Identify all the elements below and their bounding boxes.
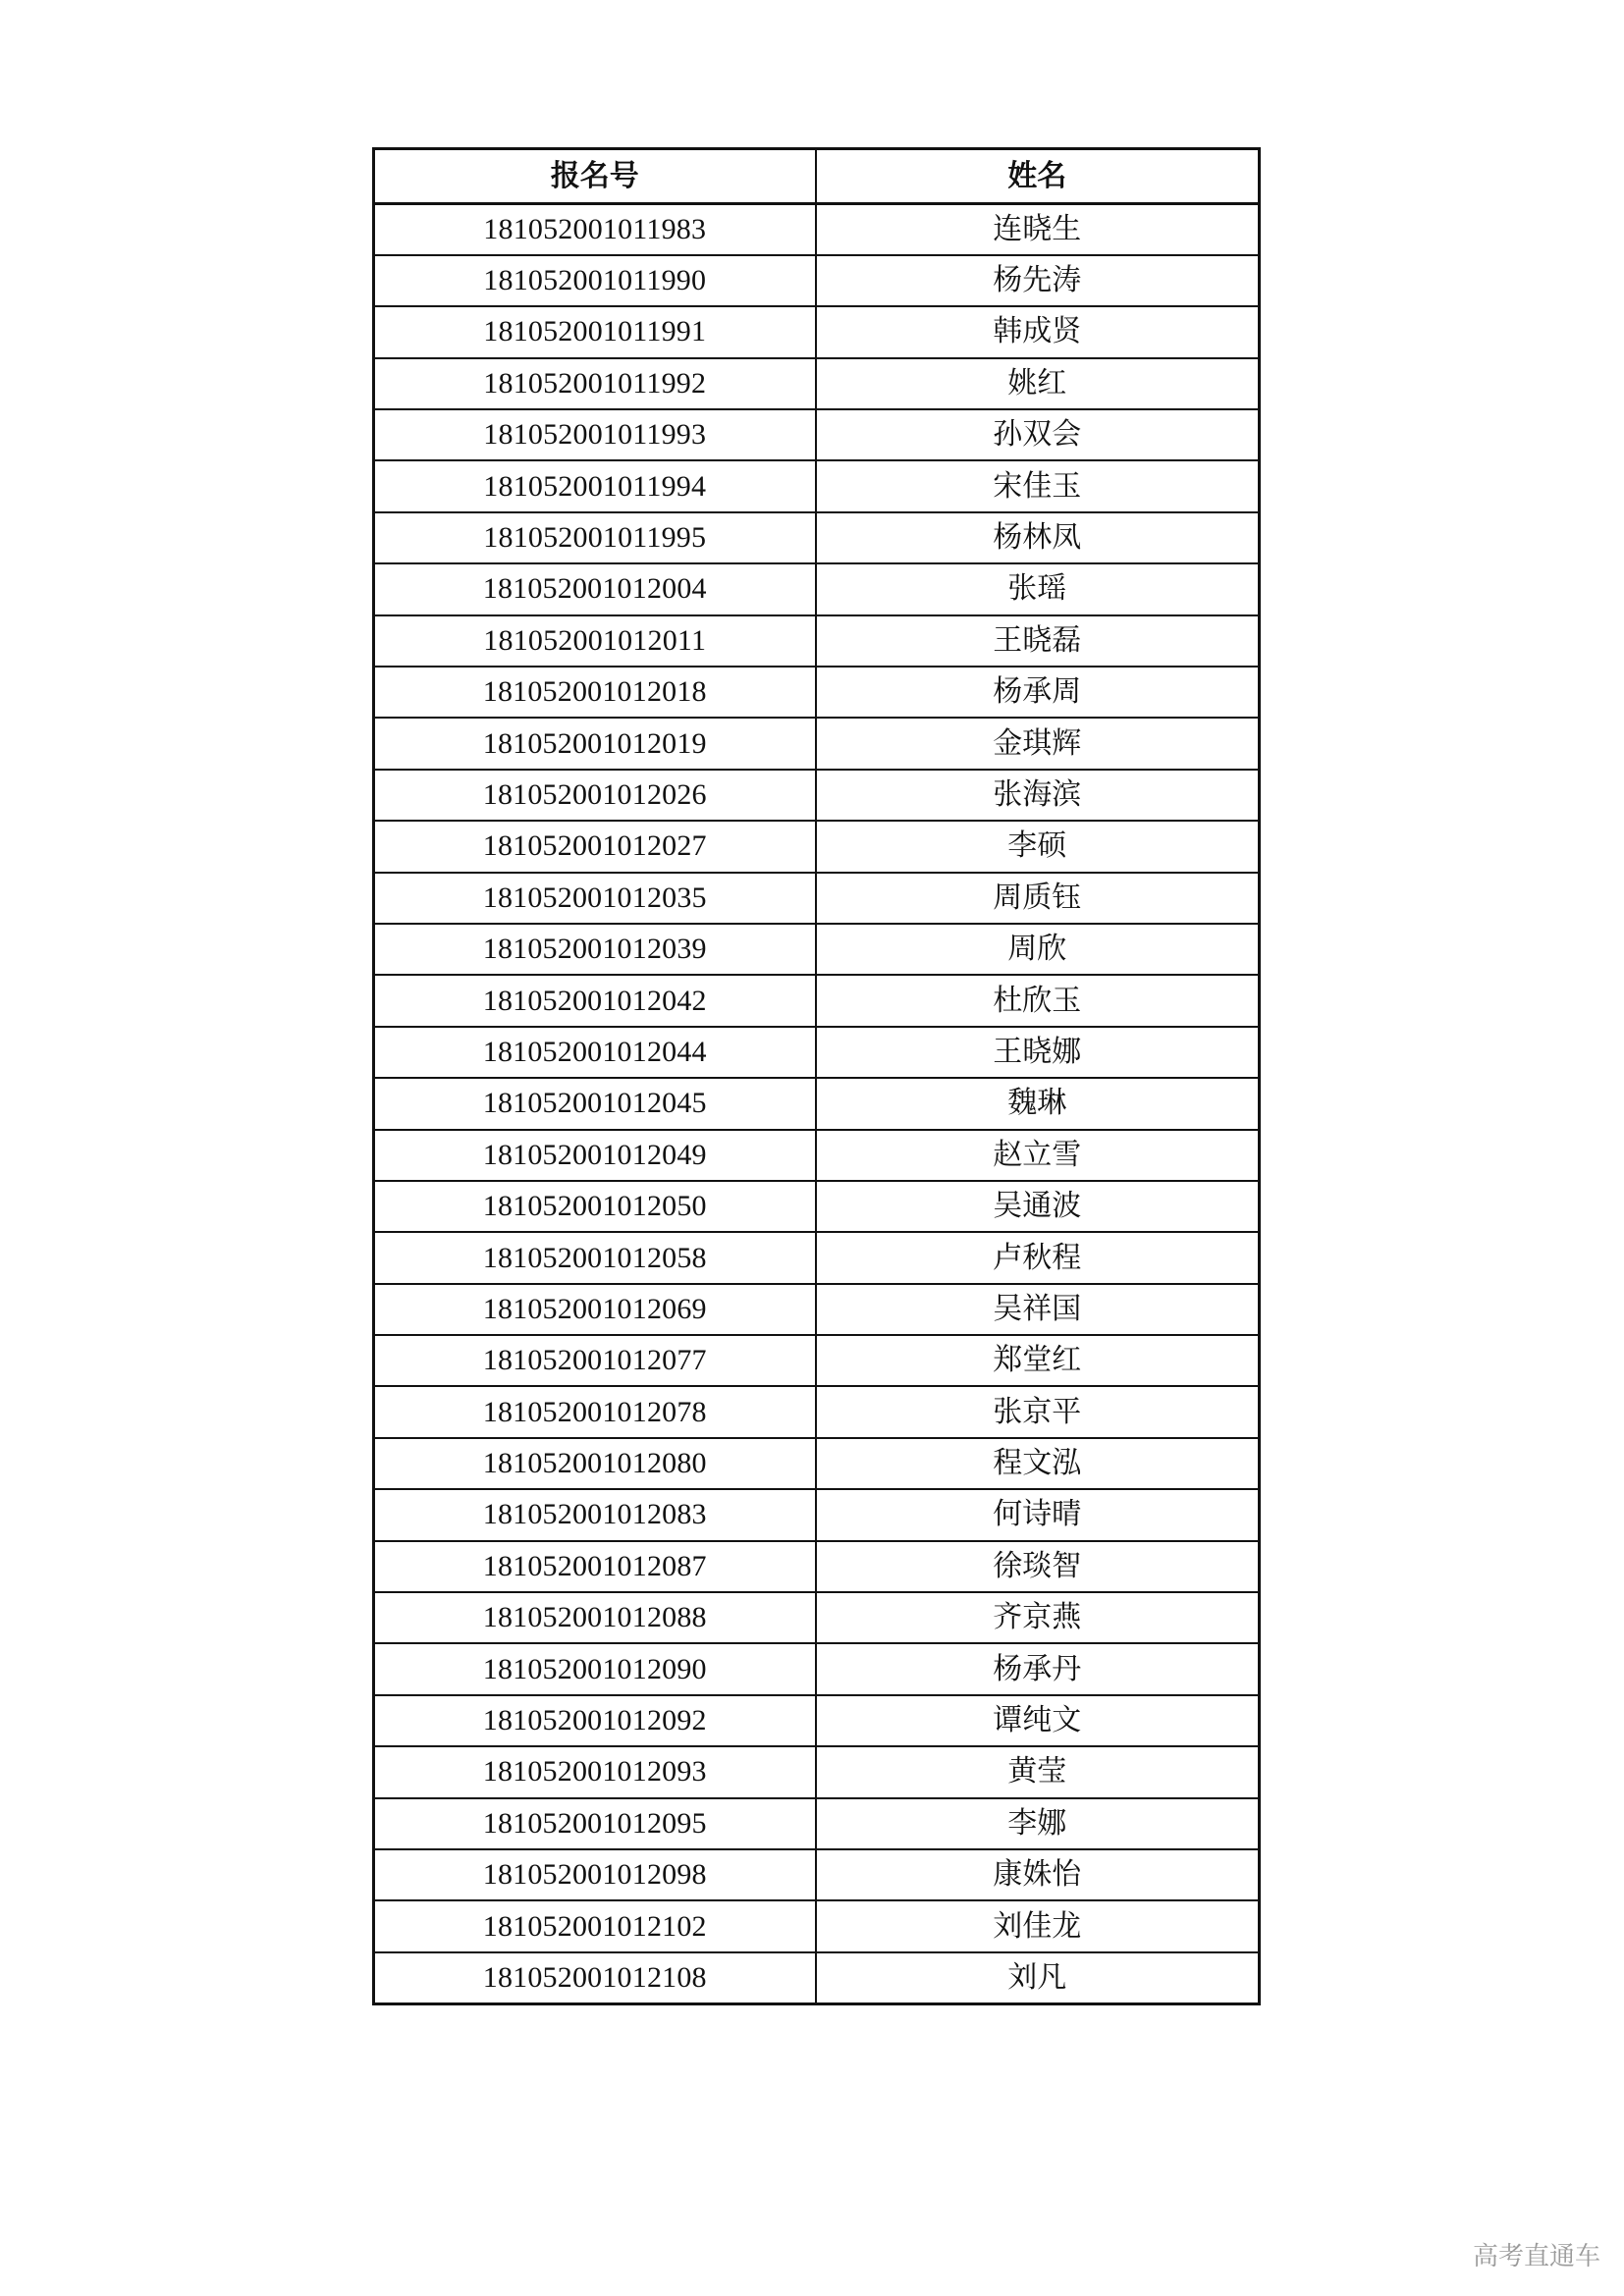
registration-number-cell: 181052001011994 bbox=[374, 460, 816, 511]
name-cell: 姚红 bbox=[816, 358, 1260, 409]
registration-number-cell: 181052001012058 bbox=[374, 1232, 816, 1283]
registration-number-cell: 181052001012077 bbox=[374, 1335, 816, 1386]
registration-number-cell: 181052001012019 bbox=[374, 718, 816, 769]
name-cell: 孙双会 bbox=[816, 409, 1260, 460]
registration-number-cell: 181052001012011 bbox=[374, 615, 816, 667]
table-row bbox=[374, 667, 1260, 718]
registration-number-cell: 181052001012102 bbox=[374, 1900, 816, 1951]
name-cell: 李硕 bbox=[816, 821, 1260, 872]
registration-number-cell: 181052001011993 bbox=[374, 409, 816, 460]
table-header-row bbox=[374, 149, 1260, 204]
registration-number-cell: 181052001012049 bbox=[374, 1130, 816, 1181]
name-cell: 刘凡 bbox=[816, 1952, 1260, 2003]
name-cell: 韩成贤 bbox=[816, 306, 1260, 357]
name-cell: 刘佳龙 bbox=[816, 1900, 1260, 1951]
table-row bbox=[374, 821, 1260, 872]
registration-number-cell: 181052001012018 bbox=[374, 667, 816, 718]
table-row bbox=[374, 615, 1260, 667]
table-body bbox=[374, 204, 1260, 2004]
table-row bbox=[374, 512, 1260, 563]
name-cell: 杜欣玉 bbox=[816, 975, 1260, 1026]
name-cell: 李娜 bbox=[816, 1798, 1260, 1849]
registration-number-cell: 181052001012088 bbox=[374, 1592, 816, 1643]
table-row bbox=[374, 1078, 1260, 1129]
registration-number-cell: 181052001012044 bbox=[374, 1027, 816, 1078]
name-cell: 宋佳玉 bbox=[816, 460, 1260, 511]
name-cell: 杨承丹 bbox=[816, 1643, 1260, 1694]
name-cell: 齐京燕 bbox=[816, 1592, 1260, 1643]
registration-number-cell: 181052001012027 bbox=[374, 821, 816, 872]
name-cell: 王晓娜 bbox=[816, 1027, 1260, 1078]
name-cell: 周质钰 bbox=[816, 873, 1260, 924]
name-cell: 杨承周 bbox=[816, 667, 1260, 718]
table-row bbox=[374, 770, 1260, 821]
name-cell: 张京平 bbox=[816, 1386, 1260, 1437]
table-row bbox=[374, 924, 1260, 975]
registration-table bbox=[372, 147, 1261, 2005]
table-row bbox=[374, 1541, 1260, 1592]
name-cell: 杨林凤 bbox=[816, 512, 1260, 563]
registration-number-cell: 181052001011990 bbox=[374, 255, 816, 306]
table-row bbox=[374, 975, 1260, 1026]
table-row bbox=[374, 1849, 1260, 1900]
name-cell: 魏琳 bbox=[816, 1078, 1260, 1129]
registration-number-cell: 181052001012069 bbox=[374, 1284, 816, 1335]
table-row bbox=[374, 1335, 1260, 1386]
watermark-text: 高考直通车 bbox=[1467, 2234, 1606, 2274]
registration-number-cell: 181052001012095 bbox=[374, 1798, 816, 1849]
name-cell: 谭纯文 bbox=[816, 1695, 1260, 1746]
header-registration-number: 报名号 bbox=[374, 149, 816, 204]
table-row bbox=[374, 1386, 1260, 1437]
header-name: 姓名 bbox=[816, 149, 1260, 204]
table-row bbox=[374, 1592, 1260, 1643]
table-row bbox=[374, 1130, 1260, 1181]
registration-number-cell: 181052001012087 bbox=[374, 1541, 816, 1592]
table-row bbox=[374, 1746, 1260, 1797]
table-row bbox=[374, 1798, 1260, 1849]
registration-number-cell: 181052001011995 bbox=[374, 512, 816, 563]
registration-number-cell: 181052001012093 bbox=[374, 1746, 816, 1797]
registration-number-cell: 181052001012080 bbox=[374, 1438, 816, 1489]
registration-number-cell: 181052001012108 bbox=[374, 1952, 816, 2003]
name-cell: 何诗晴 bbox=[816, 1489, 1260, 1540]
registration-number-cell: 181052001011983 bbox=[374, 204, 816, 255]
name-cell: 康姝怡 bbox=[816, 1849, 1260, 1900]
name-cell: 连晓生 bbox=[816, 204, 1260, 255]
name-cell: 张海滨 bbox=[816, 770, 1260, 821]
table-row bbox=[374, 1181, 1260, 1232]
name-cell: 郑堂红 bbox=[816, 1335, 1260, 1386]
name-cell: 周欣 bbox=[816, 924, 1260, 975]
registration-number-cell: 181052001012098 bbox=[374, 1849, 816, 1900]
table-row bbox=[374, 1438, 1260, 1489]
name-cell: 赵立雪 bbox=[816, 1130, 1260, 1181]
table-row bbox=[374, 873, 1260, 924]
registration-number-cell: 181052001012004 bbox=[374, 563, 816, 614]
registration-number-cell: 181052001012039 bbox=[374, 924, 816, 975]
registration-number-cell: 181052001011992 bbox=[374, 358, 816, 409]
table-row bbox=[374, 718, 1260, 769]
registration-number-cell: 181052001012090 bbox=[374, 1643, 816, 1694]
table-row bbox=[374, 1027, 1260, 1078]
table-row bbox=[374, 1232, 1260, 1283]
registration-number-cell: 181052001012045 bbox=[374, 1078, 816, 1129]
name-cell: 王晓磊 bbox=[816, 615, 1260, 667]
table-row bbox=[374, 306, 1260, 357]
name-cell: 徐琰智 bbox=[816, 1541, 1260, 1592]
registration-number-cell: 181052001012092 bbox=[374, 1695, 816, 1746]
table-row bbox=[374, 563, 1260, 614]
table-row bbox=[374, 1284, 1260, 1335]
table-row bbox=[374, 1952, 1260, 2003]
table-row bbox=[374, 1900, 1260, 1951]
table-row bbox=[374, 1695, 1260, 1746]
table-row bbox=[374, 358, 1260, 409]
name-cell: 张瑶 bbox=[816, 563, 1260, 614]
name-cell: 吴祥国 bbox=[816, 1284, 1260, 1335]
registration-number-cell: 181052001012050 bbox=[374, 1181, 816, 1232]
table-row bbox=[374, 1489, 1260, 1540]
table-row bbox=[374, 1643, 1260, 1694]
table-row bbox=[374, 204, 1260, 255]
name-cell: 吴通波 bbox=[816, 1181, 1260, 1232]
registration-number-cell: 181052001011991 bbox=[374, 306, 816, 357]
registration-number-cell: 181052001012083 bbox=[374, 1489, 816, 1540]
name-cell: 程文泓 bbox=[816, 1438, 1260, 1489]
registration-number-cell: 181052001012035 bbox=[374, 873, 816, 924]
table-row bbox=[374, 460, 1260, 511]
name-cell: 黄莹 bbox=[816, 1746, 1260, 1797]
table-row bbox=[374, 255, 1260, 306]
name-cell: 金琪辉 bbox=[816, 718, 1260, 769]
table-row bbox=[374, 409, 1260, 460]
name-cell: 卢秋程 bbox=[816, 1232, 1260, 1283]
registration-number-cell: 181052001012078 bbox=[374, 1386, 816, 1437]
name-cell: 杨先涛 bbox=[816, 255, 1260, 306]
registration-number-cell: 181052001012042 bbox=[374, 975, 816, 1026]
registration-number-cell: 181052001012026 bbox=[374, 770, 816, 821]
